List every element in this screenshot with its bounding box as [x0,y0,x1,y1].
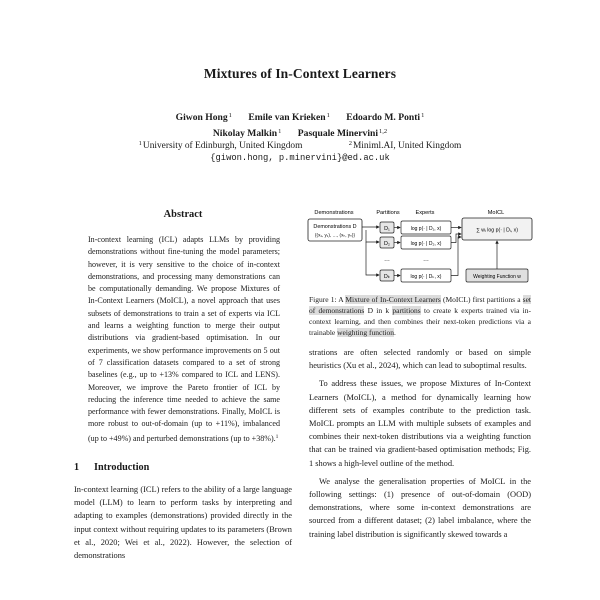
author-email: {giwon.hong, p.minervini}@ed.ac.uk [210,153,390,163]
body-paragraph: We analyse the generalisation properties of MoICL in the following settings: (1) presence of out-of-domain (OOD) demonstrations, where some in-context demonstrations are sourced from a different dataset; (2) label imbalance, where the training label distribution is significantly skewed towards a [309,476,531,539]
expert-label-1: log p(· | D₁, x) [410,226,442,232]
author: Emile van Krieken$^1$ [248,112,330,123]
author: Nikolay Malkin$^1$ [212,128,282,139]
moicl-formula: ∑ wᵢ log p(· | Dᵢ, x) [476,227,518,234]
arrow [366,242,379,275]
body-paragraph: strations are often selected randomly or based on simple heuristics (Xu et al., 2024), which can lead to suboptimal results. [309,348,531,371]
partition-ellipsis: … [384,257,390,263]
abstract-body: In-context learning (ICL) adapts LLMs by providing demonstrations without fine-tuning the model parameters; however, it is very sensitive to the choice of in-context demonstrations, and processing many demonstrations can be computationally demanding. We propose Mixtures of In-Context Learners (MoICL), a novel approach that uses subsets of demonstrations to train a set of experts via ICL and learns a weighting function to merge their output distributions via gradient-based optimisation. In our experiments, we show performance improvements on 5 out of 7 classification datasets compared to a set of strong baselines (e.g., up to +13% compared to ICL and LENS). Moreover, we improve the Pareto frontier of ICL by reducing the inference time needed to achieve the same performance with fewer demonstrations. Finally, MoICL is more robust to out-of-domain (up to +11%), imbalanced (up to +49%) and perturbed demonstrations (up to +38%).$^1$ [88,235,280,443]
demonstrations-box [308,219,362,241]
body-paragraph: To address these issues, we propose Mixtures of In-Context Learners (MoICL), a method for dynamically learning how different sets of examples contribute to the prediction task. MoICL prompts an LLM with multiple subsets of examples and combines their next-token distributions via a weighting function that can be trained via gradient-based optimisation methods; Fig. 1 shows a high-level outline of the method. [309,379,531,468]
demonstrations-box-title: Demonstrations D [313,224,357,230]
partition-label-1: D₁ [384,226,390,232]
label-moicl: MoICL [487,210,505,216]
weighting-function-label: Weighting Function w [473,274,521,280]
demonstrations-box-set: {(x₁, y₁), …, (xₙ, yₙ)} [315,232,355,238]
expert-label-k: log p(· | Dₖ, x) [410,274,442,280]
label-experts: Experts [415,210,435,216]
introduction-paragraph: In-context learning (ICL) refers to the ability of a large language model (LLM) to learn to perform tasks by interpreting and adapting to examples (demonstrations) provided directly in the input context without requiring updates to its parameters (Brown et al., 2020; Wei et al., 2022). However, the selection of demonstrations [74,485,292,561]
partition-label-2: D₂ [384,241,390,247]
arrow [366,230,379,242]
label-demonstrations: Demonstrations [314,210,354,216]
expert-ellipsis: … [423,257,429,263]
author: Giwon Hong$^1$ [175,112,232,123]
author: Edoardo M. Ponti$^1$ [346,112,425,123]
author: Pasquale Minervini$^{1,2}$ [297,128,388,139]
author-line-1 [0,109,600,125]
paper-title: Mixtures of In-Context Learners [203,66,397,81]
expert-label-2: log p(· | D₂, x) [410,241,442,247]
figure-1-caption: Figure 1: A Mixture of In-Context Learners (MoICL) first partitions a set of demonstrations D in k partitions to create k experts trained via in-context learning, and then combines their next-token predictions via a trainable weighting function. [309,295,532,338]
partition-label-k: Dₖ [383,274,391,280]
arrow [451,234,461,243]
figure-1-diagram [306,206,534,294]
left-column [74,208,292,562]
affiliation: $^2$Miniml.AI, United Kingdom [348,140,462,151]
affiliation: $^1$University of Edinburgh, United Kingdom [138,140,303,151]
label-partitions: Partitions [376,210,400,216]
right-column [309,346,531,541]
section-heading-introduction: 1 Introduction [74,462,150,474]
abstract-heading: Abstract [163,209,203,220]
